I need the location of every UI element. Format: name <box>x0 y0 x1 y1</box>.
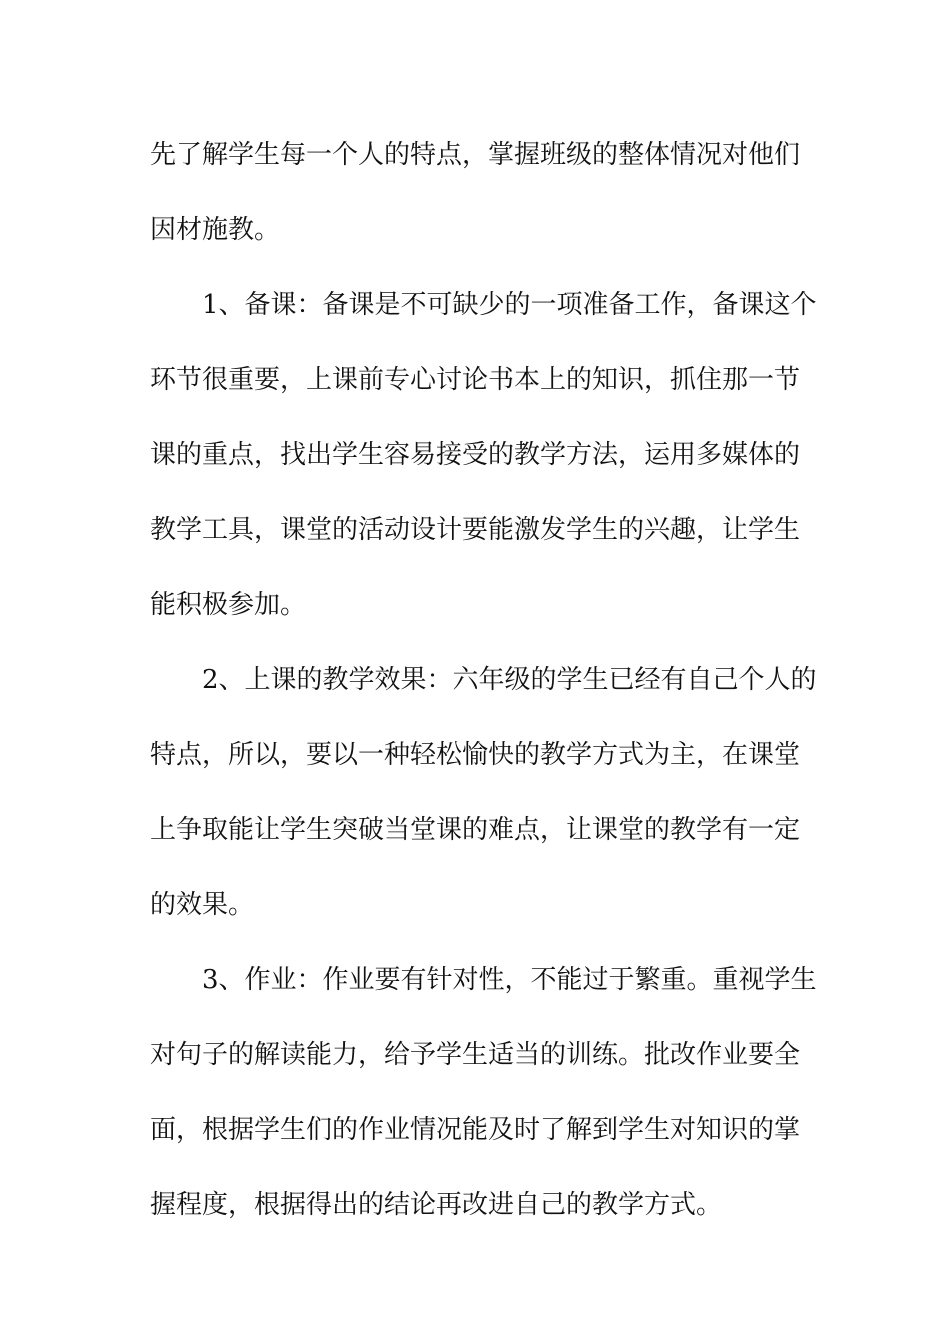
text-line: 1、备课：备课是不可缺少的一项准备工作，备课这个 <box>202 290 817 320</box>
text-line: 上争取能让学生突破当堂课的难点，让课堂的教学有一定 <box>150 815 801 845</box>
text-line: 3、作业：作业要有针对性，不能过于繁重。重视学生 <box>202 965 817 995</box>
text-line: 环节很重要，上课前专心讨论书本上的知识，抓住那一节 <box>150 365 801 395</box>
text-line: 先了解学生每一个人的特点，掌握班级的整体情况对他们 <box>150 140 801 170</box>
text-line: 特点，所以，要以一种轻松愉快的教学方式为主，在课堂 <box>150 740 801 770</box>
text-line: 对句子的解读能力，给予学生适当的训练。批改作业要全 <box>150 1040 801 1070</box>
text-line: 因材施教。 <box>150 215 281 245</box>
text-line: 课的重点，找出学生容易接受的教学方法，运用多媒体的 <box>150 440 801 470</box>
text-line: 的效果。 <box>150 890 255 920</box>
text-line: 握程度，根据得出的结论再改进自己的教学方式。 <box>150 1190 723 1220</box>
text-line: 2、上课的教学效果：六年级的学生已经有自己个人的 <box>202 665 817 695</box>
text-line: 面，根据学生们的作业情况能及时了解到学生对知识的掌 <box>150 1115 801 1145</box>
body-text <box>150 118 817 1243</box>
text-line: 教学工具，课堂的活动设计要能激发学生的兴趣，让学生 <box>150 515 801 545</box>
text-line: 能积极参加。 <box>150 590 307 620</box>
